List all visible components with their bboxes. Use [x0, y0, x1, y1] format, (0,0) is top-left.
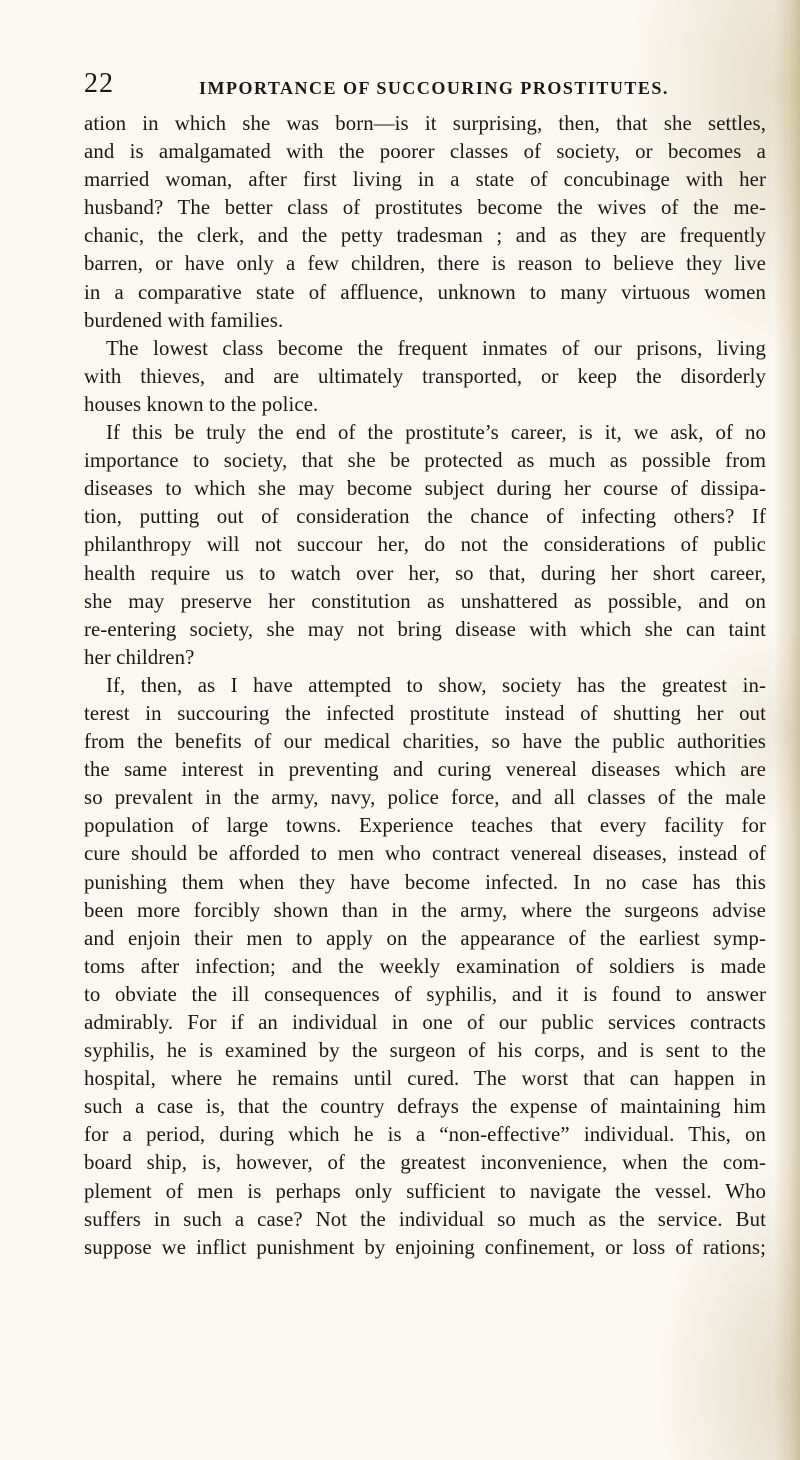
- text-line: suffers in such a case? Not the individual so much as the service. But: [84, 1207, 766, 1231]
- text-line: importance to society, that she be protected as much as possible from: [84, 449, 766, 473]
- text-line: plement of men is perhaps only sufficient to navigate the vessel. Who: [84, 1179, 766, 1203]
- text-line: diseases to which she may become subject during her course of dissipa-: [84, 477, 766, 501]
- text-line: terest in succouring the infected prostitute instead of shutting her out: [84, 701, 766, 725]
- page-number: 22: [84, 68, 114, 99]
- text-line: ation in which she was born—is it surprising, then, that she settles,: [84, 112, 766, 135]
- text-line: husband? The better class of prostitutes become the wives of the me-: [84, 196, 766, 220]
- text-line: cure should be afforded to men who contract venereal diseases, instead of: [84, 842, 766, 866]
- text-line: population of large towns. Experience teaches that every facility for: [84, 814, 766, 838]
- text-line: for a period, during which he is a “non-effective” individual. This, on: [84, 1123, 766, 1147]
- text-line: been more forcibly shown than in the army, where the surgeons advise: [84, 898, 766, 922]
- text-line: in a comparative state of affluence, unknown to many virtuous women: [84, 280, 766, 304]
- paragraph: [84, 419, 766, 672]
- text-line: hospital, where he remains until cured. The worst that can happen in: [84, 1067, 766, 1091]
- text-line: the same interest in preventing and curing venereal diseases which are: [84, 758, 766, 782]
- paragraph: [84, 672, 766, 1262]
- running-head: [84, 68, 774, 106]
- body-text: [84, 110, 766, 1262]
- running-head-title: IMPORTANCE OF SUCCOURING PROSTITUTES.: [199, 78, 669, 98]
- text-line: tion, putting out of consideration the chance of infecting others? If: [84, 505, 766, 529]
- text-line: chanic, the clerk, and the petty tradesman ; and as they are frequently: [84, 224, 766, 248]
- text-line: and enjoin their men to apply on the appearance of the earliest symp-: [84, 926, 766, 950]
- text-line: married woman, after first living in a state of concubinage with her: [84, 168, 766, 192]
- text-line: such a case is, that the country defrays the expense of maintaining him: [84, 1095, 766, 1119]
- text-line: re-entering society, she may not bring disease with which she can taint: [84, 617, 766, 641]
- text-line: syphilis, he is examined by the surgeon of his corps, and is sent to the: [84, 1039, 766, 1063]
- text-line: burdened with families.: [84, 308, 284, 332]
- text-line: The lowest class become the frequent inmates of our prisons, living: [106, 336, 766, 360]
- page-edge-shadow: [774, 0, 800, 1460]
- text-line: barren, or have only a few children, there is reason to believe they live: [84, 252, 766, 276]
- text-line: with thieves, and are ultimately transported, or keep the disorderly: [84, 364, 766, 388]
- text-line: health require us to watch over her, so that, during her short career,: [84, 561, 766, 585]
- text-line: to obviate the ill consequences of syphilis, and it is found to answer: [84, 982, 766, 1006]
- text-line: If, then, as I have attempted to show, society has the greatest in-: [106, 673, 766, 697]
- text-line: houses known to the police.: [84, 392, 319, 416]
- text-line: she may preserve her constitution as unshattered as possible, and on: [84, 589, 766, 613]
- text-line: so prevalent in the army, navy, police force, and all classes of the male: [84, 786, 766, 810]
- text-line: punishing them when they have become infected. In no case has this: [84, 870, 766, 894]
- paragraph: [84, 110, 766, 335]
- text-line: suppose we inflict punishment by enjoining confinement, or loss of rations;: [84, 1235, 766, 1259]
- paragraph: [84, 335, 766, 419]
- text-line: If this be truly the end of the prostitute’s career, is it, we ask, of no: [106, 421, 766, 445]
- text-line: toms after infection; and the weekly examination of soldiers is made: [84, 954, 766, 978]
- text-line: board ship, is, however, of the greatest inconvenience, when the com-: [84, 1151, 766, 1175]
- text-line: from the benefits of our medical charities, so have the public authorities: [84, 730, 766, 754]
- text-line: admirably. For if an individual in one of our public services contracts: [84, 1011, 766, 1034]
- text-line: and is amalgamated with the poorer classes of society, or becomes a: [84, 140, 766, 164]
- text-line: her children?: [84, 645, 195, 669]
- text-line: philanthropy will not succour her, do not the considerations of public: [84, 533, 766, 557]
